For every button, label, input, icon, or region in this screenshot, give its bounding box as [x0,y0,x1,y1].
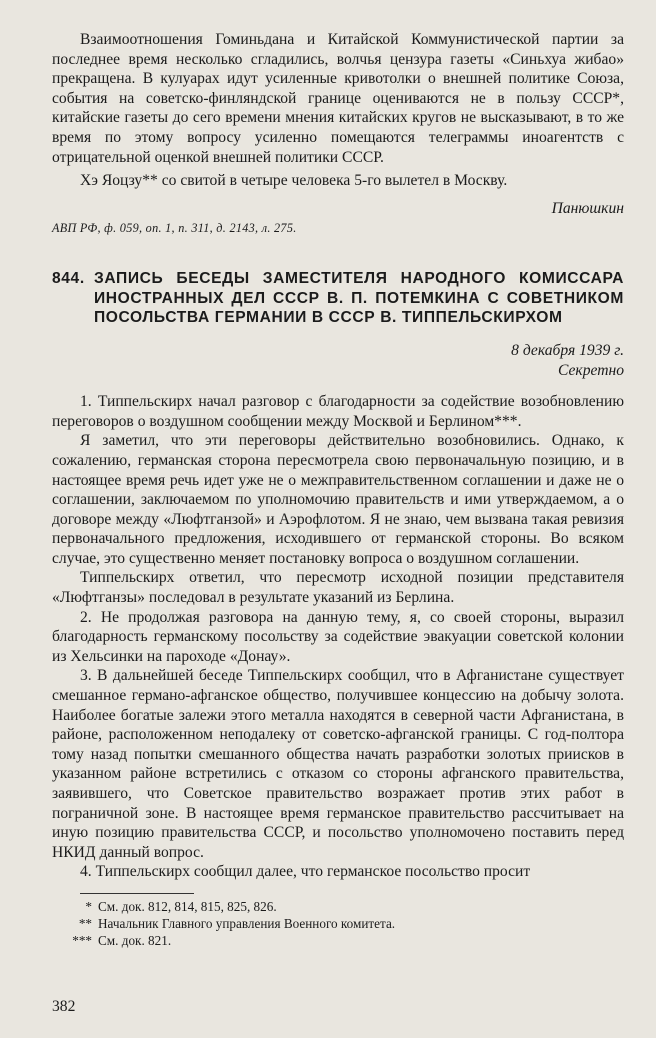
footnote-divider [80,893,194,894]
intro-paragraph: Взаимоотношения Гоминьдана и Китайской Коммунистической партии за последнее время несколько сгладились, волчья цензура газеты «Синьхуа жибао» прекращена. В кулуарах идут усиленные кривотолки о внешней политике Союза, события на советско-финляндской границе оцениваются не в пользу СССР*, китайские газеты до сего времени мнения китайских кругов не высказывают, в то же время по этому вопросу усиленно помещаются телеграммы иноагентств с отрицательной оценкой внешней политики СССР. [52,31,624,166]
footnote-text: См. док. 821. [98,932,172,948]
document-body [52,392,624,882]
footnote-mark: * [85,898,92,914]
document-heading [52,269,624,327]
body-paragraph: Типпельскирх ответил, что пересмотр исходной позиции представителя «Люфтганзы» последовал в результате указаний из Берлина. [52,569,624,607]
footnotes [52,898,624,949]
document-number: 844. [52,270,85,288]
footnote [52,898,624,915]
body-paragraph: 4. Типпельскирх сообщил далее, что германское посольство просит [80,863,531,881]
footnote-text: Начальник Главного управления Военного комитета. [98,915,396,931]
footnote [52,915,624,932]
footnote [52,932,624,949]
classification-label: Секретно [557,361,624,379]
body-paragraph: 1. Типпельскирх начал разговор с благодарности за содействие возобновлению переговоров о воздушном сообщении между Москвой и Берлином***. [52,393,624,430]
he-paragraph: Хэ Яоцзу** со свитой в четыре человека 5-го вылетел в Москву. [80,172,508,190]
body-paragraph: Я заметил, что эти переговоры действительно возобновились. Однако, к сожалению, германская сторона пересмотрела свою первоначальную позицию, и в настоящее время речь идет уже не о межправительственном соглашении и даже не о соглашении, заключаемом по уполномочию правительств и ими утверждаемом, а о договоре между «Люфтганзой» и Аэрофлотом. Я не знаю, чем вызвана такая ревизия первоначального предложения, исходившего от германской стороны. Во всяком случае, это существенно меняет постановку вопроса о воздушном соглашении. [52,432,624,567]
archive-source-reference: АВП РФ, ф. 059, оп. 1, п. 311, д. 2143, л. 275. [52,221,297,236]
document-title: ЗАПИСЬ БЕСЕДЫ ЗАМЕСТИТЕЛЯ НАРОДНОГО КОМИССАРА ИНОСТРАННЫХ ДЕЛ СССР В. П. ПОТЕМКИНА С СОВЕТНИКОМ ПОСОЛЬСТВА ГЕРМАНИИ В СССР В. ТИППЕЛЬСКИРХОМ [94,270,624,326]
document-date: 8 декабря 1939 г. [511,341,624,359]
body-paragraph: 3. В дальнейшей беседе Типпельскирх сообщил, что в Афганистане существует смешанное германо-афганское общество, получившее концессию на добычу золота. Наиболее богатые залежи этого металла находятся в северной части Афганистана, в районе, расположенном неподалеку от советско-афганской границы. С год-полтора тому назад попытки смешанного общества начать разработки золотых приисков в указанном районе встретились с отказом со стороны афганского правительства, заявившего, что Советское правительство возражает против этих работ в пограничной зоне. В настоящее время германское правительство рассчитывает на иную позицию правительства СССР, и посольство уполномочено поставить перед НКИД данный вопрос. [52,667,624,861]
footnote-mark: ** [78,915,92,931]
body-paragraph: 2. Не продолжая разговора на данную тему, я, со своей стороны, выразил благодарность германскому посольству за содействие эвакуации советской колонии из Хельсинки на пароходе «Донау». [52,608,624,665]
footnote-text: См. док. 812, 814, 815, 825, 826. [98,898,277,914]
page-number: 382 [52,998,76,1015]
signature: Панюшкин [551,199,624,217]
footnote-mark: *** [72,932,92,948]
